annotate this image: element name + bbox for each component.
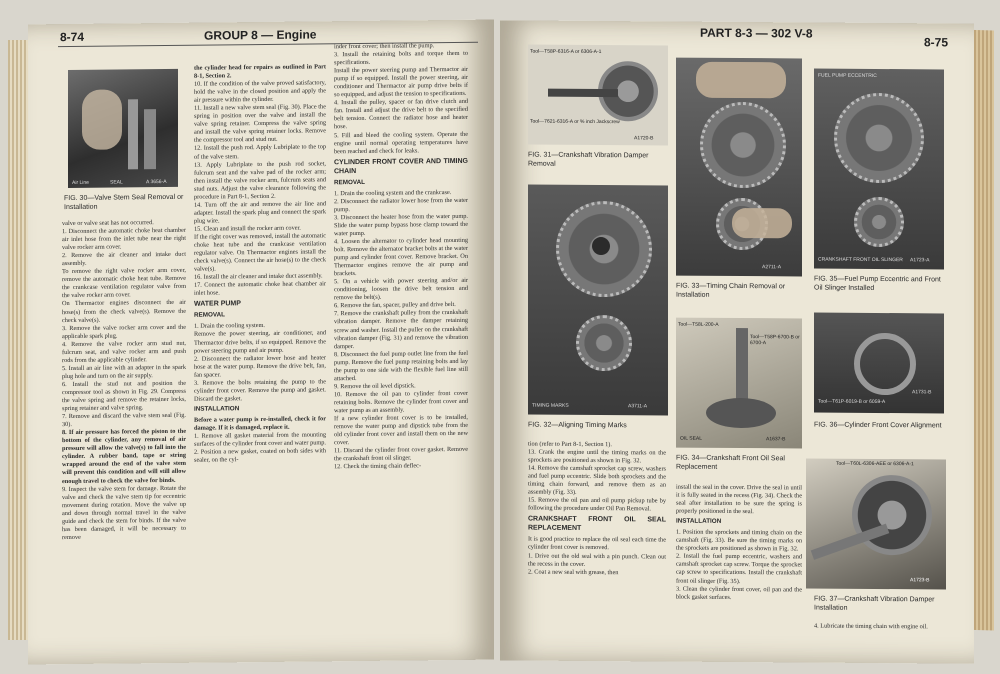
paragraph: Remove the power steering, air conditioner, and Thermactor drive belts, if so equipped. Remove the power steering pump and air pump. [194, 329, 326, 355]
paragraph: 9. Inspect the valve stem for damage. Rotate the valve and check the valve stem tip for eccentric movement during rotation. Move the valve up and down through normal travel in the valve guide and check the stem for binds. If the valve has been damaged, it will be necessary to remove [62, 484, 186, 541]
hand-shape [696, 62, 786, 99]
fig33-caption: FIG. 33—Timing Chain Removal or Installation [676, 282, 786, 299]
paragraph: 17. Connect the automatic choke heat chamber air inlet hose. [194, 280, 326, 298]
left-page [28, 20, 494, 665]
fig30-label-air: Air Line [72, 179, 89, 186]
alignment-tool [854, 333, 916, 395]
fig32-code: A3711-A [628, 403, 648, 410]
paragraph: 2. Position a new gasket, coated on both sides with sealer, on the cyl- [194, 447, 326, 464]
fig34-photo [676, 318, 802, 449]
paragraph: Before a water pump is re-installed, check it for damage. If it is damaged, replace it. [194, 415, 326, 432]
paragraph: 12. Install the push rod. Apply Lubriplate to the top of the valve stem. [194, 143, 326, 161]
paragraph: 2. Disconnect the radiator lower hose and heater hose at the water pump. Remove the drive belt, fan, fan spacer. [194, 353, 326, 379]
installation-heading: INSTALLATION [676, 517, 722, 526]
paragraph: It is good practice to replace the oil seal each time the cylinder front cover is removed. [528, 535, 666, 552]
paragraph: 3. Remove the valve rocker arm cover and the applicable spark plug. [62, 323, 186, 340]
paragraph: the cylinder head for repairs as outlined in Part 8-1, Section 2. [194, 63, 326, 80]
paragraph: valve or valve seat has not occurred. [62, 219, 154, 228]
left-page-header: GROUP 8 — Engine [204, 27, 317, 43]
fig33-photo [676, 58, 802, 277]
fig30-label-seal: SEAL [110, 179, 123, 186]
sprocket [700, 102, 786, 189]
paragraph: 4. Install the pulley, spacer or fan drive clutch and fan. Install and adjust the drive belt to the specified belt tension. Connect the radiator hose and heater hose. [334, 98, 468, 131]
paragraph: 2. Remove the air cleaner and intake duct assembly. [62, 250, 186, 268]
fig30-label-code: A 3656-A [146, 178, 167, 186]
crankshaft-sprocket [576, 315, 632, 371]
left-col1 [62, 219, 186, 660]
paragraph: 4. Loosen the alternator to cylinder head mounting bolt. Remove the alternator bracket bolts at the water pump and cylinder front cover. Remove bracket. On Thermactor engines remove the air pump and brackets. [334, 236, 468, 278]
fig35-label: FUEL PUMP ECCENTRIC [818, 72, 877, 79]
paragraph: 10. If the condition of the valve proved satisfactory, hold the valve in the closed position and apply the air pressure within the cylinder. [194, 79, 326, 104]
crank-sprocket [854, 197, 904, 247]
fig37-tool-label: Tool—T60L-6306-AEE or 6306-A-1 [836, 460, 914, 468]
front-cover-heading: CYLINDER FRONT COVER AND TIMING CHAIN [334, 157, 468, 175]
paragraph: 1. Drive out the old seal with a pin punch. Clean out the recess in the cover. [528, 552, 666, 568]
removal-heading: REMOVAL [334, 178, 366, 186]
paragraph: 10. Remove the oil pan to cylinder front cover retaining bolts. Remove the cylinder front cover and water pump as an assembly. [334, 389, 468, 415]
paragraph: 14. Turn off the air and remove the air line and adapter. Install the spark plug and connect the spark plug wire. [194, 200, 326, 225]
paragraph: On Thermactor engines disconnect the air hose(s) from the check valve(s). Remove the check valve(s). [62, 299, 186, 324]
paragraph: Install the power steering pump and Thermactor air pump if so equipped. Install the power steering, air conditioner and Thermactor air pump drive belts if so equipped, and adjust the tension to specifications. [334, 65, 468, 99]
fig32-caption: FIG. 32—Aligning Timing Marks [528, 421, 627, 430]
puller-tool [548, 89, 618, 97]
hand-shape [732, 208, 792, 238]
fig31-code: A1720-B [634, 135, 654, 142]
paragraph: install the seal in the cover. Drive the seal in until it is fully seated in the recess (Fig. 34). Check the seal after installation to be sure the spring is properly positioned in the seal. [676, 483, 802, 516]
paragraph: 15. Clean and install the rocker arm cover. [194, 224, 301, 233]
fig32-label: TIMING MARKS [532, 402, 569, 409]
paragraph: If the right cover was removed, install the automatic choke heat tube and the crankcase ventilation regulator valve. On Thermactor engines install the check valve(s). Connect the air hose(s) to the check valve(s). [194, 232, 326, 273]
paragraph: 12. Check the timing chain deflec- [334, 462, 422, 471]
fig30-caption: FIG. 30—Valve Stem Seal Removal or Installation [64, 193, 184, 212]
paragraph: 16. Install the air cleaner and intake duct assembly. [194, 272, 323, 281]
open-manual-spread [28, 22, 974, 662]
fig37-photo [806, 458, 946, 589]
water-pump-heading: WATER PUMP [194, 300, 241, 309]
paragraph: 2. Disconnect the radiator lower hose from the water pump. [334, 196, 468, 214]
fig33-code: A2711-A [762, 264, 782, 271]
paragraph: 7. Remove the crankshaft pulley from the crankshaft vibration damper. Remove the damper retaining screw and washer. Install the puller on the crankshaft vibration damper (Fig. 31) and remove the vibration damper. [334, 309, 468, 350]
paragraph: 3. Install the retaining bolts and torque them to specifications. [334, 49, 468, 67]
fig35-code: A1723-A [910, 257, 930, 264]
paragraph: 13. Apply Lubriplate to the push rod socket, fulcrum seat and the valve pad of the rocker arm; then install the valve rocker arm, fulcrum seats and stud nuts. Adjust the valve clearance following the procedure in Part 8-1, Section 2. [194, 159, 326, 201]
fig35-photo [814, 69, 944, 270]
fig37-caption: FIG. 37—Crankshaft Vibration Damper Installation [814, 595, 935, 612]
paragraph: 6. Remove the fan, spacer, pulley and drive belt. [334, 301, 456, 310]
fig32-photo [528, 185, 668, 416]
valve-spring [128, 99, 138, 169]
fig35-label-2: CRANKSHAFT FRONT OIL SLINGER [818, 256, 903, 264]
fig31-caption: FIG. 31—Crankshaft Vibration Damper Removal [528, 151, 649, 168]
paragraph: 9. Remove the oil level dipstick. [334, 382, 416, 391]
paragraph: 7. Remove and discard the valve stem seal (Fig. 30). [62, 411, 186, 429]
left-page-number: 8-74 [60, 29, 85, 45]
fig34-code: A1637-B [766, 436, 786, 443]
warning-paragraph: 8. If air pressure has forced the piston to the bottom of the cylinder, any removal of air pressure will allow the valve(s) to fall into the cylinder. A rubber band, tape or string wrapped around the end of the valve stem will prevent this condition and will still allow enough travel to check the valve for binds. [62, 428, 186, 485]
hand-shape [82, 89, 122, 149]
paragraph: 4. Lubricate the timing chain with engine oil. [814, 622, 928, 631]
fig31-photo [528, 45, 668, 146]
paragraph: 1. Drain the cooling system and the crankcase. [334, 188, 452, 197]
fig34-caption: FIG. 34—Crankshaft Front Oil Seal Replacement [676, 454, 785, 471]
fig30-photo [68, 69, 178, 188]
paragraph: 8. Disconnect the fuel pump outlet line from the fuel pump. Remove the fuel pump retaining bolts and lay the pump to one side with the flexible fuel line still attached. [334, 349, 468, 383]
right-page-header: PART 8-3 — 302 V-8 [700, 25, 813, 41]
paragraph: 13. Crank the engine until the timing marks on the sprockets are positioned as shown in Fig. 32. [528, 448, 666, 465]
fig34-seal-label: OIL SEAL [680, 435, 703, 442]
fig36-caption: FIG. 36—Cylinder Front Cover Alignment [814, 421, 942, 430]
left-col2 [194, 63, 326, 658]
paragraph: inder front cover; then install the pump. [334, 42, 435, 51]
fig36-code: A1731-B [912, 389, 932, 396]
paragraph: To remove the right valve rocker arm cover, remove the automatic choke heat tube. Remove the crankcase ventilation regulator valve from the valve rocker arm cover. [62, 267, 186, 300]
paragraph: If a new cylinder front cover is to be installed, remove the water pump and dipstick tube from the old cylinder front cover and install them on the new cover. [334, 413, 468, 447]
right-col2 [676, 484, 802, 659]
paragraph: 5. Install an air line with an adapter in the spark plug hole and turn on the air supply. [62, 363, 186, 380]
fig31-tool-label-2: Tool—7621-6316-A or % inch Jackscrew [530, 118, 620, 126]
paragraph: 15. Remove the oil pan and oil pump pickup tube by following the procedure under Oil Pan Removal. [528, 496, 666, 513]
paragraph: 1. Position the sprockets and timing chain on the camshaft (Fig. 33). Be sure the timing marks on the sprockets are positioned as shown in Fig. 32. [676, 528, 802, 553]
paragraph: 2. Coat a new seal with grease, then [528, 568, 619, 576]
fig31-tool-label: Tool—T58P-6316-A or 6306-A-1 [530, 48, 602, 56]
paragraph: 1. Disconnect the automatic choke heat chamber air inlet hose from the inlet tube near the right valve rocker arm cover. [62, 226, 186, 252]
paragraph: 3. Clean the cylinder front cover, oil pan and the block gasket surfaces. [676, 585, 802, 601]
paragraph: 4. Remove the valve rocker arm stud nut, fulcrum seat, and valve rocker arm and push rods from the applicable cylinder. [62, 339, 186, 364]
right-page-number: 8-75 [924, 35, 949, 50]
right-page [500, 20, 974, 663]
paragraph: 5. Fill and bleed the cooling system. Operate the engine until normal operating temperatures have been reached and check for leaks. [334, 130, 468, 155]
right-col1 [528, 441, 666, 658]
sprocket [834, 93, 924, 184]
left-col3 [334, 42, 468, 657]
paragraph: 3. Disconnect the heater hose from the water pump. Slide the water pump bypass hose clamp toward the water pump. [334, 212, 468, 238]
fig34-tool-label: Tool—T58L-200-A [678, 321, 719, 328]
fig36-tool-label: Tool—T61P-6019-B or 6059-A [818, 398, 886, 406]
front-cover [706, 398, 776, 428]
paragraph: 3. Remove the bolts retaining the pump to the cylinder front cover. Remove the pump and gasket. Discard the gasket. [194, 378, 326, 403]
damper [852, 475, 932, 556]
paragraph: 11. Discard the cylinder front cover gasket. Remove the crankshaft front oil slinger. [334, 446, 468, 463]
paragraph: 1. Remove all gasket material from the mounting surfaces of the cylinder front cover and water pump. [194, 431, 326, 448]
sprocket-hub [592, 237, 610, 255]
installation-heading: INSTALLATION [194, 405, 240, 413]
paragraph: 1. Drain the cooling system. [194, 322, 266, 331]
removal-heading: REMOVAL [194, 311, 226, 320]
fig37-code: A1723-B [910, 577, 930, 584]
paragraph: 5. On a vehicle with power steering and/or air conditioning, loosen the drive belt tension and remove the belt(s). [334, 277, 468, 302]
paragraph: 11. Install a new valve stem seal (Fig. 30). Place the spring in position over the valve and install the valve spring retainer. Compress the valve spring and install the valve spring retainer locks. Remove the compressor tool and stud nut. [194, 103, 326, 145]
paragraph: 14. Remove the camshaft sprocket cap screw, washers and fuel pump eccentric. Slide both sprockets and the timing chain forward, and remove them as an assembly (Fig. 33). [528, 464, 666, 497]
fig36-photo [814, 313, 944, 414]
paragraph: 2. Install the fuel pump eccentric, washers and camshaft sprocket cap screw. Torque the sprocket cap screw to specifications. Install the crankshaft front oil slinger (Fig. 35). [676, 552, 802, 585]
right-col3 [814, 623, 946, 660]
paragraph: tion (refer to Part 8-1, Section 1). [528, 440, 612, 449]
oil-seal-heading: CRANKSHAFT FRONT OIL SEAL REPLACEMENT [528, 515, 666, 533]
paragraph: 6. Install the stud nut and position the compressor tool as shown in Fig. 29. Compress the valve spring and remove the retainer locks, spring retainer and valve spring. [62, 379, 186, 413]
fig34-tool-label-2: Tool—T58P-6700-B or 6700-A [750, 334, 800, 347]
left-page-edges [8, 40, 30, 640]
fig35-caption: FIG. 35—Fuel Pump Eccentric and Front Oil Slinger Installed [814, 275, 941, 292]
valve-stem [144, 109, 156, 169]
